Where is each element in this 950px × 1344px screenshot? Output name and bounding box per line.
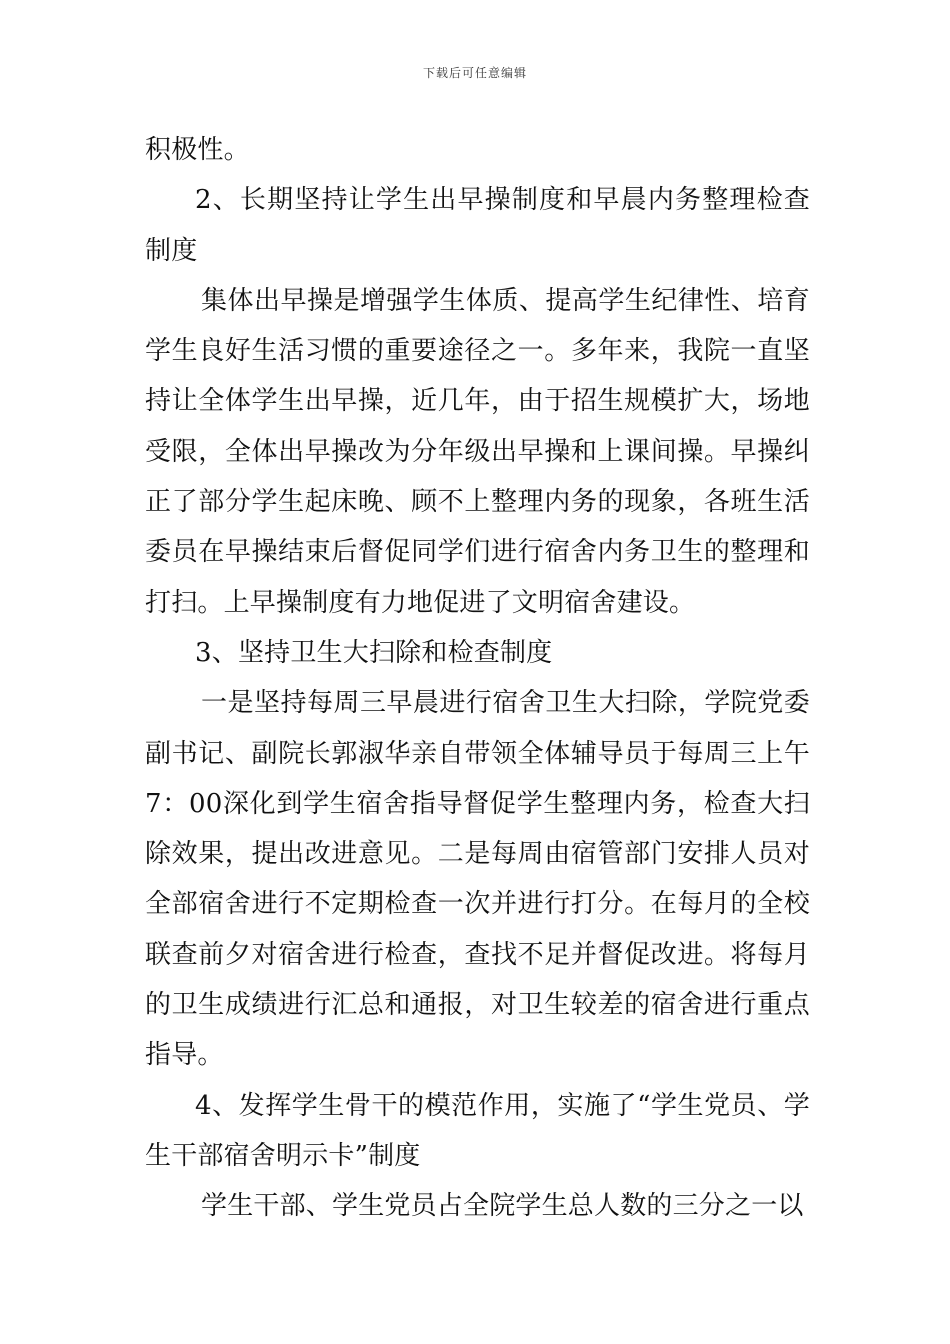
paragraph-student-cadres: 学生干部、学生党员占全院学生总人数的三分之一以: [201, 1191, 804, 1222]
paragraph-continuation: 积极性。: [145, 135, 250, 165]
page-header: 下载后可任意编辑: [422, 66, 527, 80]
paragraph-morning-exercise: 集体出早操是增强学生体质、提高学生纪律性、培育学生良好生活习惯的重要途径之一。多年来，我院一直坚持让全体学生出早操，近几年，由于招生规模扩大，场地受限，全体出早操改为分年级出早操和上课间操。早操纠正了部分学生起床晚、顾不上整理内务的现象，各班生活委员在早操结束后督促同学们进行宿舍内务卫生的整理和打扫。上早操制度有力地促进了文明宿舍建设。: [145, 285, 810, 618]
section-heading-2: 2、长期坚持让学生出早操制度和早晨内务整理检查制度: [145, 185, 810, 266]
paragraph-cleaning-inspection: 一是坚持每周三早晨进行宿舍卫生大扫除，学院党委副书记、副院长郭淑华亲自带领全体辅导员于每周三上午7：00深化到学生宿舍指导督促学生整理内务，检查大扫除效果，提出改进意见。二是每周由宿管部门安排人员对全部宿舍进行不定期检查一次并进行打分。在每月的全校联查前夕对宿舍进行检查，查找不足并督促改进。将每月的卫生成绩进行汇总和通报，对卫生较差的宿舍进行重点指导。: [145, 688, 810, 1071]
document-body: [145, 125, 810, 1232]
section-heading-4: 4、发挥学生骨干的模范作用，实施了“学生党员、学生干部宿舍明示卡”制度: [145, 1090, 810, 1171]
section-heading-3: 3、坚持卫生大扫除和检查制度: [195, 637, 553, 668]
